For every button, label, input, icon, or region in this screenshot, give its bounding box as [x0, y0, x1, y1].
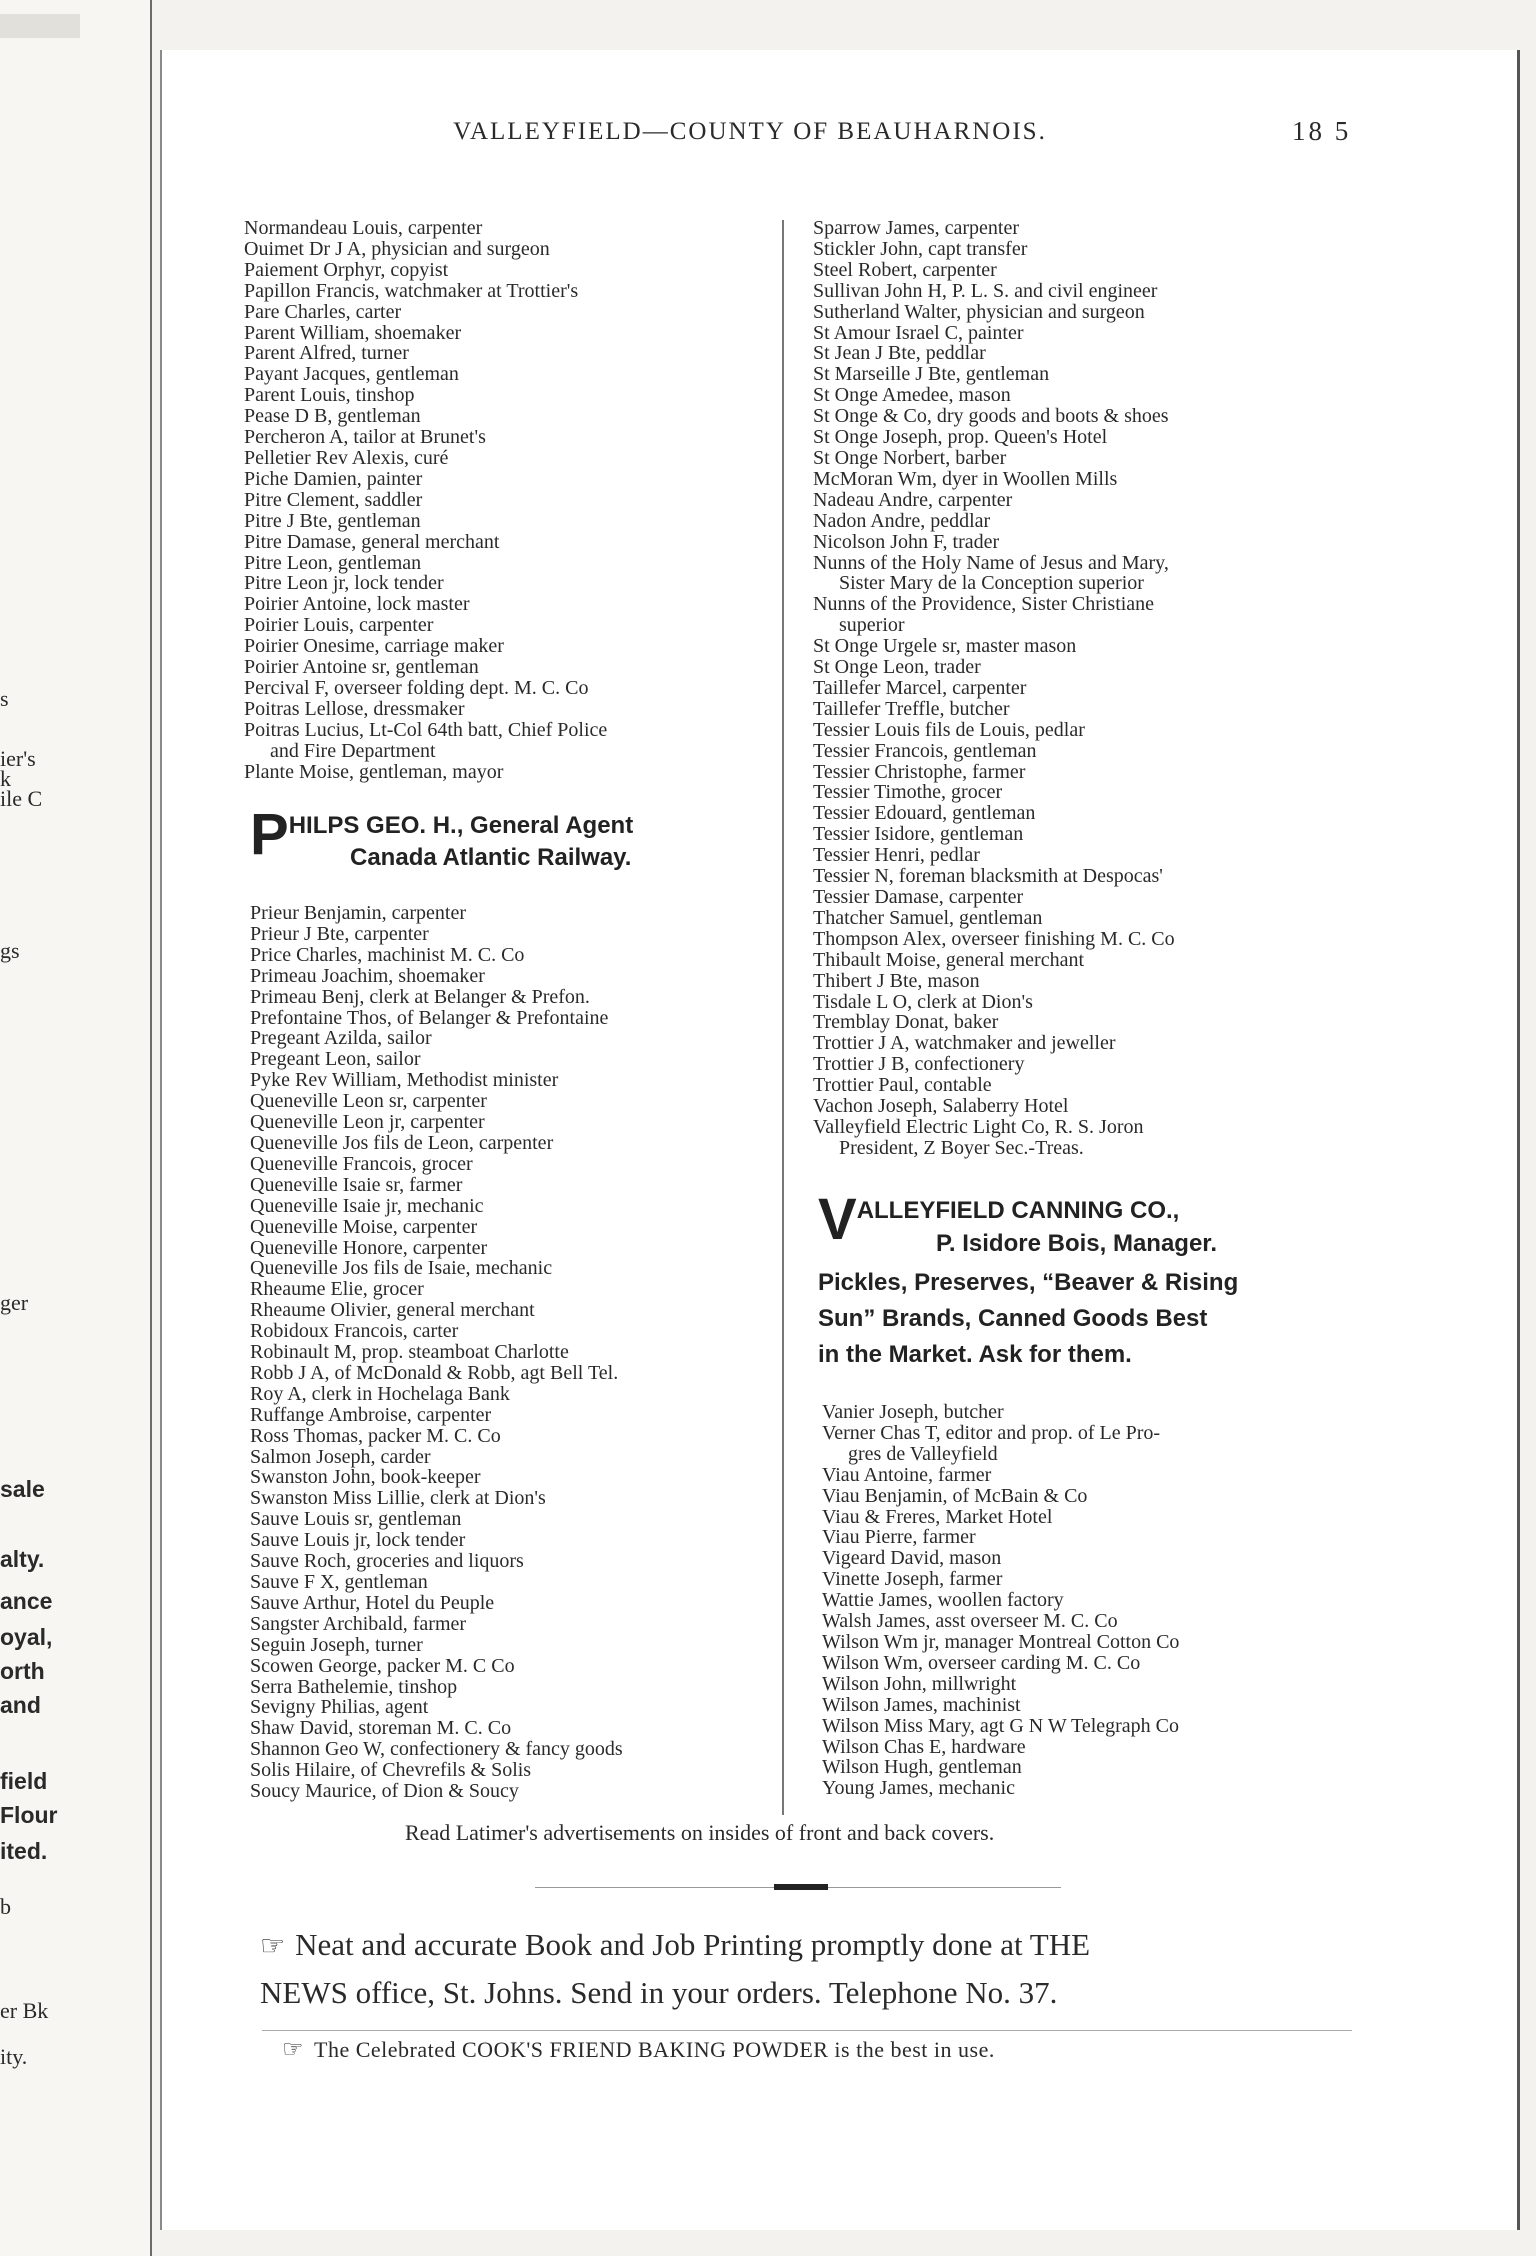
directory-entry: Wattie James, woollen factory [822, 1589, 1064, 1612]
directory-entry: Pregeant Azilda, sailor [250, 1027, 432, 1050]
directory-entry: Steel Robert, carpenter [813, 258, 997, 281]
directory-entry: Piche Damien, painter [244, 467, 423, 490]
ad-body-line: in the Market. Ask for them. [818, 1341, 1132, 1368]
directory-entry: St Onge Amedee, mason [813, 384, 1011, 407]
directory-entry: and Fire Department [270, 739, 436, 762]
directory-entry: Verner Chas T, editor and prop. of Le Pro- [822, 1421, 1161, 1444]
ad-headline: HILPS GEO. H., General Agent [288, 812, 634, 839]
margin-fragment: alty. [0, 1546, 45, 1572]
directory-entry: Rheaume Olivier, general merchant [250, 1299, 535, 1322]
directory-column-right-top [813, 218, 1175, 1159]
directory-entry: Tisdale L O, clerk at Dion's [813, 990, 1033, 1013]
directory-entry: Sullivan John H, P. L. S. and civil engineer [813, 279, 1158, 302]
margin-fragment: ile C [0, 786, 43, 811]
directory-entry: Scowen George, packer M. C Co [250, 1654, 515, 1677]
directory-entry: Payant Jacques, gentleman [244, 363, 459, 386]
directory-entry: Tremblay Donat, baker [813, 1011, 999, 1034]
margin-fragment: orth [0, 1658, 45, 1684]
directory-entry: Wilson Wm, overseer carding M. C. Co [822, 1651, 1141, 1674]
directory-entry: Papillon Francis, watchmaker at Trottier's [244, 279, 579, 302]
directory-entry: Poirier Antoine sr, gentleman [244, 656, 479, 679]
directory-entry: Nadon Andre, peddlar [813, 509, 991, 532]
margin-fragment: k [0, 766, 11, 791]
directory-entry: Walsh James, asst overseer M. C. Co [822, 1610, 1118, 1633]
directory-entry: Queneville Isaie sr, farmer [250, 1173, 463, 1196]
directory-entry: Pyke Rev William, Methodist minister [250, 1069, 559, 1092]
directory-entry: Vachon Joseph, Salaberry Hotel [813, 1095, 1069, 1118]
directory-entry: President, Z Boyer Sec.-Treas. [839, 1136, 1084, 1159]
directory-entry: Tessier Henri, pedlar [813, 844, 980, 867]
directory-entry: Pelletier Rev Alexis, curé [244, 446, 449, 469]
directory-entry: St Onge Joseph, prop. Queen's Hotel [813, 426, 1108, 449]
directory-entry: Poirier Onesime, carriage maker [244, 635, 504, 658]
directory-entry: Stickler John, capt transfer [813, 237, 1028, 260]
directory-entry: Viau Antoine, farmer [822, 1463, 992, 1486]
directory-entry: St Marseille J Bte, gentleman [813, 363, 1050, 386]
directory-entry: St Onge Urgele sr, master mason [813, 635, 1077, 658]
directory-entry: St Amour Israel C, painter [813, 321, 1024, 344]
directory-entry: Viau & Freres, Market Hotel [822, 1505, 1053, 1528]
canning-advertisement [818, 1187, 1358, 1373]
directory-column-left-top [244, 218, 607, 782]
philips-advertisement [250, 802, 780, 874]
directory-entry: Queneville Moise, carpenter [250, 1215, 478, 1238]
directory-entry: Roy A, clerk in Hochelaga Bank [250, 1382, 510, 1405]
directory-entry: gres de Valleyfield [848, 1442, 998, 1465]
directory-entry: Soucy Maurice, of Dion & Soucy [250, 1780, 519, 1803]
directory-entry: Paiement Orphyr, copyist [244, 258, 449, 281]
directory-entry: Shaw David, storeman M. C. Co [250, 1717, 512, 1740]
directory-entry: Trottier Paul, contable [813, 1074, 992, 1097]
page-number: 18 5 [1292, 116, 1352, 146]
page-edge-mark [0, 14, 80, 38]
directory-entry: Swanston Miss Lillie, clerk at Dion's [250, 1487, 546, 1510]
pointing-hand-icon: ☞ [282, 2037, 305, 2063]
directory-entry: Vinette Joseph, farmer [822, 1568, 1003, 1591]
directory-entry: Parent Louis, tinshop [244, 384, 415, 407]
directory-entry: Parent William, shoemaker [244, 321, 462, 344]
directory-entry: Sauve Roch, groceries and liquors [250, 1550, 524, 1573]
directory-entry: Queneville Isaie jr, mechanic [250, 1194, 484, 1217]
directory-entry: Thibault Moise, general merchant [813, 948, 1085, 971]
directory-entry: Poitras Lellose, dressmaker [244, 697, 465, 720]
directory-entry: Wilson John, millwright [822, 1672, 1017, 1695]
directory-entry: Queneville Leon sr, carpenter [250, 1090, 487, 1113]
directory-entry: Nicolson John F, trader [813, 530, 1000, 553]
directory-entry: Ouimet Dr J A, physician and surgeon [244, 237, 550, 260]
directory-entry: Solis Hilaire, of Chevrefils & Solis [250, 1759, 532, 1782]
directory-entry: Sevigny Philias, agent [250, 1696, 429, 1719]
directory-column-left-bottom [250, 903, 623, 1802]
margin-fragment: ier's [0, 746, 36, 771]
ad-headline: ALLEYFIELD CANNING CO., [856, 1197, 1180, 1224]
directory-entry: Sister Mary de la Conception superior [839, 572, 1144, 595]
directory-entry: Price Charles, machinist M. C. Co [250, 943, 525, 966]
printing-line: NEWS office, St. Johns. Send in your orders. Telephone No. 37. [260, 1975, 1058, 2010]
margin-fragment: b [0, 1894, 11, 1919]
directory-entry: Wilson Chas E, hardware [822, 1735, 1026, 1758]
directory-entry: Nadeau Andre, carpenter [813, 488, 1013, 511]
directory-entry: Tessier Timothe, grocer [813, 781, 1003, 804]
directory-entry: Poirier Louis, carpenter [244, 614, 434, 637]
directory-entry: Wilson James, machinist [822, 1693, 1021, 1716]
directory-entry: Robinault M, prop. steamboat Charlotte [250, 1341, 569, 1364]
directory-entry: Normandeau Louis, carpenter [244, 217, 483, 239]
directory-entry: Queneville Francois, grocer [250, 1152, 473, 1175]
directory-entry: Sauve F X, gentleman [250, 1571, 428, 1593]
directory-entry: Parent Alfred, turner [244, 342, 409, 365]
directory-entry: Tessier Edouard, gentleman [813, 802, 1036, 825]
ad-subline: Canada Atlantic Railway. [350, 844, 632, 871]
directory-entry: St Onge Leon, trader [813, 656, 981, 679]
directory-entry: Salmon Joseph, carder [250, 1445, 431, 1468]
directory-entry: Serra Bathelemie, tinshop [250, 1675, 458, 1698]
directory-entry: Seguin Joseph, turner [250, 1633, 423, 1656]
directory-entry: Pitre Leon jr, lock tender [244, 572, 444, 595]
directory-entry: Sauve Arthur, Hotel du Peuple [250, 1591, 495, 1614]
margin-fragment: field [0, 1768, 48, 1794]
directory-entry: Tessier Christophe, farmer [813, 760, 1026, 783]
directory-entry: Prefontaine Thos, of Belanger & Prefontaine [250, 1006, 609, 1029]
directory-entry: Taillefer Marcel, carpenter [813, 676, 1027, 699]
directory-entry: Nunns of the Holy Name of Jesus and Mary, [813, 551, 1169, 574]
ad-subline: P. Isidore Bois, Manager. [936, 1230, 1217, 1257]
directory-entry: Tessier Louis fils de Louis, pedlar [813, 718, 1085, 741]
directory-entry: Percival F, overseer folding dept. M. C. Co [244, 676, 589, 699]
pointing-hand-icon: ☞ [260, 1931, 286, 1962]
ad-body-line: Pickles, Preserves, “Beaver & Rising [818, 1269, 1239, 1296]
directory-entry: Swanston John, book-keeper [250, 1466, 481, 1489]
margin-fragment: ity. [0, 2044, 28, 2069]
ad-drop-cap: P [250, 802, 289, 867]
directory-entry: St Jean J Bte, peddlar [813, 342, 986, 365]
directory-entry: St Onge Norbert, barber [813, 446, 1007, 469]
directory-entry: Wilson Hugh, gentleman [822, 1756, 1022, 1779]
directory-entry: Shannon Geo W, confectionery & fancy goods [250, 1738, 623, 1761]
ad-body-line: Sun” Brands, Canned Goods Best [818, 1305, 1208, 1332]
directory-entry: superior [839, 614, 905, 637]
directory-entry: Trottier J B, confectionery [813, 1053, 1025, 1076]
directory-entry: Ross Thomas, packer M. C. Co [250, 1424, 501, 1447]
directory-entry: Percheron A, tailor at Brunet's [244, 426, 486, 449]
directory-entry: Queneville Honore, carpenter [250, 1236, 488, 1259]
ad-drop-cap: V [818, 1187, 857, 1252]
directory-entry: Pare Charles, carter [244, 300, 402, 323]
directory-entry: Tessier N, foreman blacksmith at Despocas' [813, 865, 1163, 888]
directory-entry: Ruffange Ambroise, carpenter [250, 1403, 492, 1426]
directory-entry: Wilson Miss Mary, agt G N W Telegraph Co [822, 1714, 1180, 1737]
directory-entry: Sauve Louis sr, gentleman [250, 1508, 462, 1531]
directory-entry: Queneville Jos fils de Leon, carpenter [250, 1131, 554, 1154]
directory-entry: Vigeard David, mason [822, 1547, 1002, 1570]
directory-entry: Queneville Leon jr, carpenter [250, 1111, 485, 1134]
directory-entry: Viau Benjamin, of McBain & Co [822, 1484, 1088, 1507]
directory-entry: Tessier Damase, carpenter [813, 886, 1024, 908]
directory-entry: Prieur Benjamin, carpenter [250, 902, 467, 924]
directory-entry: St Onge & Co, dry goods and boots & shoes [813, 405, 1169, 428]
directory-entry: McMoran Wm, dyer in Woollen Mills [813, 467, 1118, 490]
directory-entry: Pitre Damase, general merchant [244, 530, 500, 553]
margin-fragment: gs [0, 938, 20, 963]
latimer-footnote: Read Latimer's advertisements on insides of front and back covers. [405, 1820, 995, 1845]
directory-entry: Trottier J A, watchmaker and jeweller [813, 1032, 1116, 1055]
directory-entry: Pitre Clement, saddler [244, 488, 423, 511]
page-header: VALLEYFIELD—COUNTY OF BEAUHARNOIS. [453, 118, 1047, 145]
directory-entry: Poitras Lucius, Lt-Col 64th batt, Chief Police [244, 718, 608, 741]
directory-entry: Thatcher Samuel, gentleman [813, 906, 1043, 929]
margin-fragment: ance [0, 1588, 53, 1614]
cooks-friend-advertisement: ☞ The Celebrated COOK'S FRIEND BAKING POWDER is the best in use. [282, 2037, 995, 2063]
margin-fragment: er Bk [0, 1998, 49, 2023]
directory-entry: Viau Pierre, farmer [822, 1526, 976, 1549]
directory-entry: Tessier Isidore, gentleman [813, 823, 1024, 846]
directory-entry: Valleyfield Electric Light Co, R. S. Joron [813, 1115, 1144, 1138]
ad-body [818, 1261, 1358, 1373]
directory-entry: Pitre Leon, gentleman [244, 551, 422, 574]
directory-entry: Plante Moise, gentleman, mayor [244, 760, 504, 783]
directory-entry: Prieur J Bte, carpenter [250, 922, 429, 945]
column-divider [782, 220, 784, 1815]
directory-column-right-bottom [822, 1402, 1179, 1799]
directory-entry: Sparrow James, carpenter [813, 217, 1020, 239]
directory-entry: Nunns of the Providence, Sister Christiane [813, 593, 1155, 616]
directory-entry: Queneville Jos fils de Isaie, mechanic [250, 1257, 553, 1280]
directory-entry: Poirier Antoine, lock master [244, 593, 470, 616]
directory-entry: Sutherland Walter, physician and surgeon [813, 300, 1145, 323]
directory-entry: Pregeant Leon, sailor [250, 1048, 421, 1071]
directory-entry: Robb J A, of McDonald & Robb, agt Bell Tel. [250, 1361, 619, 1384]
divider-rule [262, 2030, 1352, 2031]
directory-entry: Primeau Benj, clerk at Belanger & Prefon. [250, 985, 590, 1008]
divider-ornament [774, 1884, 828, 1890]
directory-entry: Sangster Archibald, farmer [250, 1612, 467, 1635]
margin-fragment: ited. [0, 1838, 48, 1864]
adjacent-page-strip [0, 0, 152, 2256]
margin-fragment: sale [0, 1476, 45, 1502]
directory-entry: Tessier Francois, gentleman [813, 739, 1037, 762]
margin-fragment: and [0, 1692, 41, 1718]
directory-entry: Wilson Wm jr, manager Montreal Cotton Co [822, 1630, 1180, 1653]
directory-entry: Rheaume Elie, grocer [250, 1278, 424, 1301]
directory-entry: Pitre J Bte, gentleman [244, 509, 421, 532]
margin-fragment: oyal, [0, 1624, 53, 1650]
directory-entry: Pease D B, gentleman [244, 405, 421, 428]
directory-entry: Thompson Alex, overseer finishing M. C. Co [813, 927, 1175, 950]
directory-entry: Vanier Joseph, butcher [822, 1401, 1004, 1423]
directory-entry: Thibert J Bte, mason [813, 969, 980, 992]
directory-entry: Robidoux Francois, carter [250, 1320, 459, 1343]
directory-entry: Sauve Louis jr, lock tender [250, 1529, 466, 1552]
directory-entry: Primeau Joachim, shoemaker [250, 964, 485, 987]
directory-entry: Taillefer Treffle, butcher [813, 697, 1010, 720]
directory-entry: Young James, mechanic [822, 1777, 1015, 1800]
printing-advertisement [260, 1922, 1360, 2016]
margin-fragment: ger [0, 1290, 29, 1315]
margin-fragment: Flour [0, 1802, 58, 1828]
margin-fragment: s [0, 686, 9, 711]
printing-line: ☞ Neat and accurate Book and Job Printing promptly done at THE [260, 1922, 1360, 1970]
